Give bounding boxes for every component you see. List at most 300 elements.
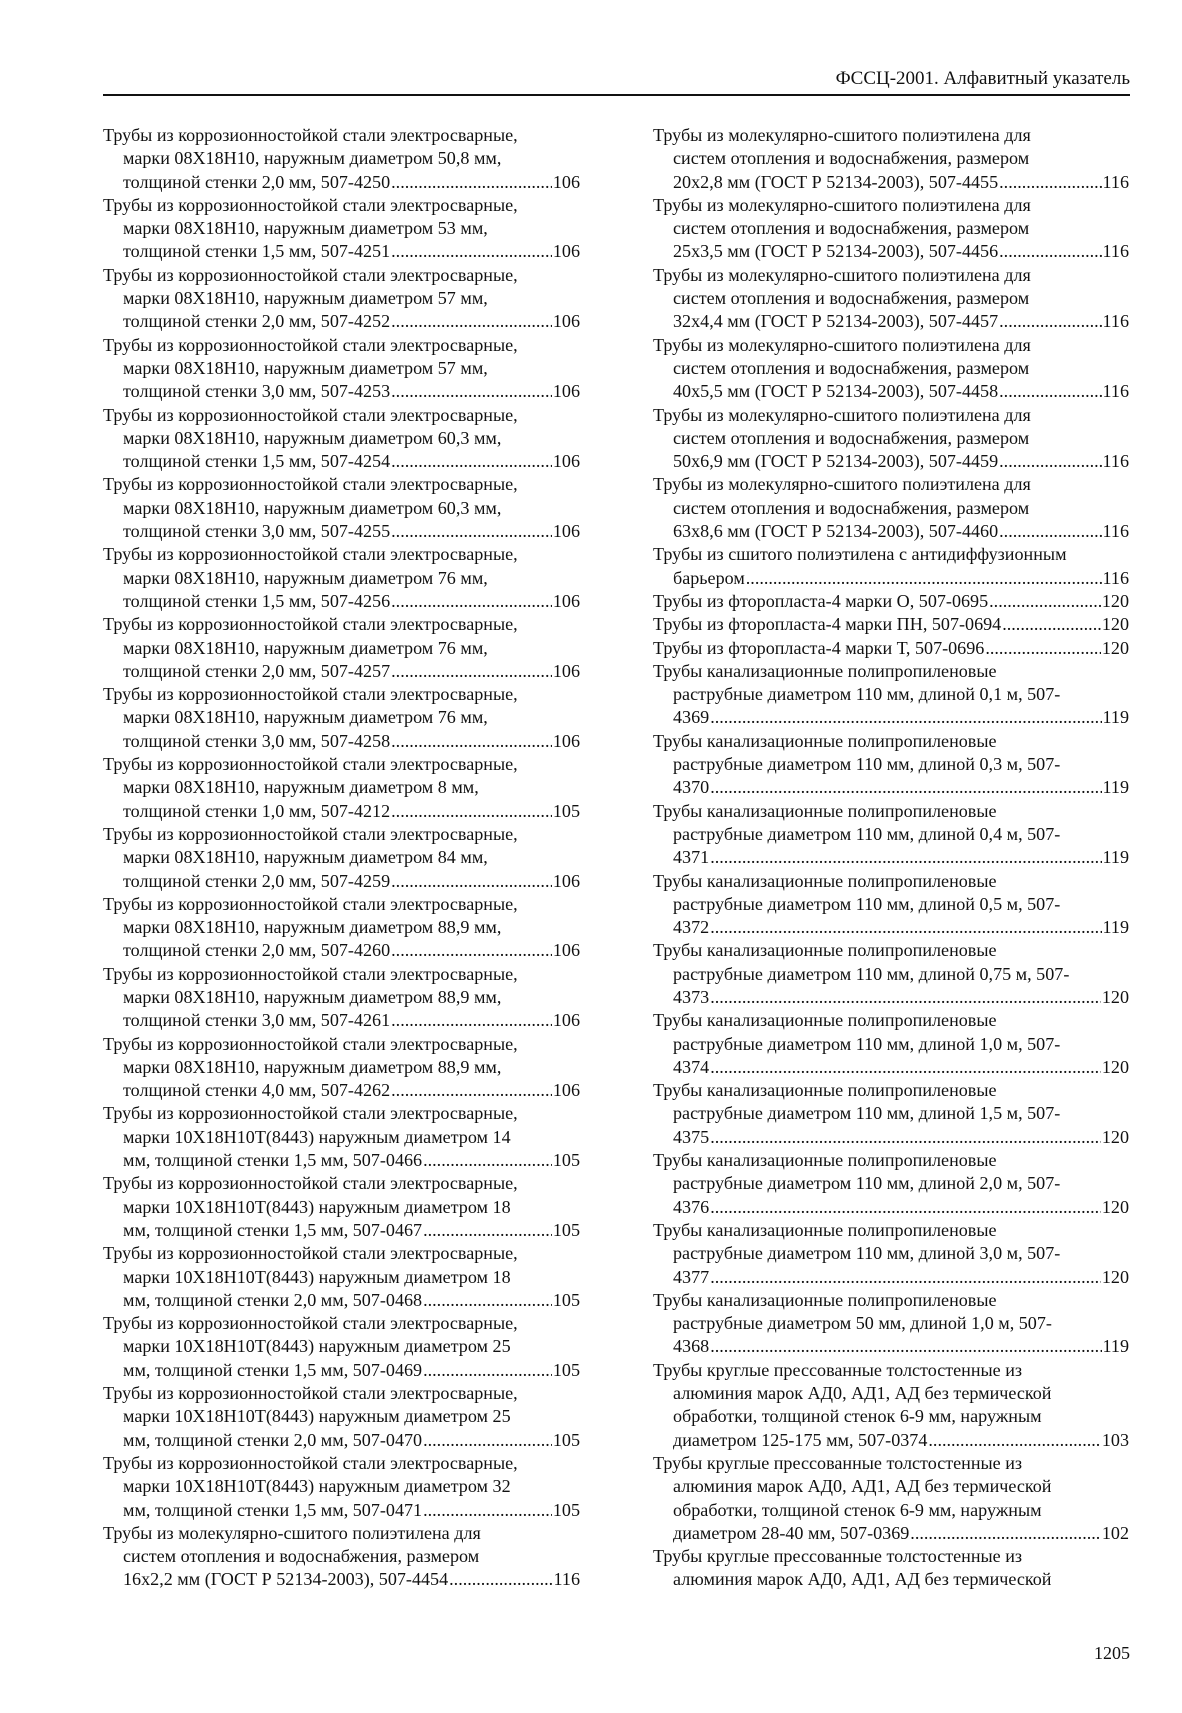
entry-line: раструбные диаметром 110 мм, длиной 0,3 м, 507- [673,754,1061,775]
entry-page-ref: 120 [1101,614,1129,635]
entry-line: систем отопления и водоснабжения, размером [673,357,1030,378]
index-entry [653,1452,1129,1545]
index-entry [103,543,580,613]
entry-page-ref: 116 [1102,567,1129,588]
index-entry [103,893,580,963]
dot-leader [710,1335,1101,1358]
entry-line: систем отопления и водоснабжения, размером [673,288,1030,309]
entry-line: марки 08Х18Н10, наружным диаметром 53 мм, [123,218,488,239]
entry-line: Трубы из коррозионностойкой стали электросварные, [103,684,518,705]
index-entry [653,404,1129,474]
entry-text: мм, толщиной стенки 1,5 мм, 507-0469 [123,1359,423,1380]
entry-text: толщиной стенки 2,0 мм, 507-4252 [123,311,391,332]
dot-leader [746,567,1102,590]
index-entry [103,264,580,334]
index-entry [103,124,580,194]
entry-text: толщиной стенки 3,0 мм, 507-4258 [123,730,391,751]
entry-line: марки 08Х18Н10, наружным диаметром 84 мм, [123,847,488,868]
entry-line: Трубы канализационные полипропиленовые [653,1150,997,1171]
index-entry [103,1312,580,1382]
entry-text: 4374 [673,1056,710,1077]
entry-line: марки 10Х18Н10Т(8443) наружным диаметром 18 [123,1266,511,1287]
dot-leader [391,1079,552,1102]
entry-page-ref: 116 [1102,451,1129,472]
entry-line: Трубы из коррозионностойкой стали электросварные, [103,1103,518,1124]
entry-line: Трубы канализационные полипропиленовые [653,1010,997,1031]
entry-last-line [103,870,580,893]
entry-text: толщиной стенки 1,5 мм, 507-4256 [123,590,391,611]
dot-leader [391,450,552,473]
entry-text: мм, толщиной стенки 1,5 мм, 507-0467 [123,1219,423,1240]
entry-last-line [653,380,1129,403]
entry-line: марки 08Х18Н10, наружным диаметром 8 мм, [123,777,479,798]
entry-last-line [103,1359,580,1382]
index-entry [653,613,1129,636]
dot-leader [391,870,552,893]
entry-page-ref: 120 [1101,1266,1129,1287]
entry-text: толщиной стенки 3,0 мм, 507-4255 [123,521,391,542]
page-header [103,60,1130,96]
entry-last-line [653,916,1129,939]
dot-leader [710,916,1101,939]
entry-line: систем отопления и водоснабжения, размером [673,148,1030,169]
entry-text: 25х3,5 мм (ГОСТ Р 52134-2003), 507-4456 [673,241,999,262]
entry-page-ref: 120 [1101,1196,1129,1217]
dot-leader [391,380,552,403]
index-entry [653,730,1129,800]
index-entry [103,473,580,543]
dot-leader [710,1266,1101,1289]
entry-line: Трубы канализационные полипропиленовые [653,660,997,681]
entry-line: раструбные диаметром 110 мм, длиной 1,5 м, 507- [673,1103,1061,1124]
entry-line: марки 10Х18Н10Т(8443) наружным диаметром 25 [123,1336,511,1357]
dot-leader [391,730,552,753]
entry-line: Трубы из коррозионностойкой стали электросварные, [103,194,518,215]
entry-text: мм, толщиной стенки 2,0 мм, 507-0470 [123,1429,423,1450]
entry-last-line [103,1568,580,1591]
entry-line: марки 08Х18Н10, наружным диаметром 60,3 мм, [123,427,502,448]
entry-text: 4373 [673,986,710,1007]
entry-line: Трубы из молекулярно-сшитого полиэтилена для [103,1522,481,1543]
index-entry [653,1009,1129,1079]
entry-line: марки 08Х18Н10, наружным диаметром 88,9 мм, [123,917,502,938]
entry-line: Трубы из коррозионностойкой стали электросварные, [103,1033,518,1054]
entry-line: алюминия марок АД0, АД1, АД без термической [673,1383,1052,1404]
index-entry [653,1359,1129,1452]
entry-line: марки 08Х18Н10, наружным диаметром 57 мм, [123,357,488,378]
entry-page-ref: 105 [552,1499,580,1520]
entry-line: Трубы из молекулярно-сшитого полиэтилена для [653,404,1031,425]
index-entry [653,870,1129,940]
entry-line: Трубы из коррозионностойкой стали электросварные, [103,544,518,565]
entry-page-ref: 106 [552,940,580,961]
entry-line: раструбные диаметром 110 мм, длиной 2,0 м, 507- [673,1173,1061,1194]
index-entry [103,1452,580,1522]
entry-line: марки 08Х18Н10, наружным диаметром 50,8 мм, [123,148,502,169]
entry-page-ref: 106 [552,451,580,472]
entry-text: Трубы из фторопласта-4 марки ПН, 507-0694 [653,614,1002,635]
dot-leader [391,1009,552,1032]
dot-leader [999,520,1101,543]
entry-line: систем отопления и водоснабжения, размером [673,427,1030,448]
entry-line: марки 08Х18Н10, наружным диаметром 88,9 мм, [123,986,502,1007]
index-entry [653,1149,1129,1219]
entry-last-line [653,1429,1129,1452]
dot-leader [989,590,1101,613]
entry-text: мм, толщиной стенки 1,5 мм, 507-0466 [123,1150,423,1171]
entry-page-ref: 120 [1101,1056,1129,1077]
dot-leader [449,1568,552,1591]
entry-page-ref: 116 [1102,171,1129,192]
entry-last-line [653,1126,1129,1149]
index-entry [103,1522,580,1592]
entry-last-line [103,730,580,753]
dot-leader [1002,613,1101,636]
entry-line: алюминия марок АД0, АД1, АД без термической [673,1569,1052,1590]
entry-last-line [103,939,580,962]
entry-page-ref: 116 [1102,311,1129,332]
entry-line: Трубы из сшитого полиэтилена с антидиффузионным [653,544,1067,565]
entry-last-line [103,1009,580,1032]
entry-page-ref: 106 [552,521,580,542]
entry-page-ref: 103 [1101,1429,1129,1450]
entry-line: Трубы из коррозионностойкой стали электросварные, [103,823,518,844]
index-entry [653,543,1129,590]
entry-page-ref: 116 [1102,381,1129,402]
entry-text: толщиной стенки 4,0 мм, 507-4262 [123,1080,391,1101]
entry-last-line [653,986,1129,1009]
dot-leader [710,1196,1101,1219]
index-entry [653,637,1129,660]
entry-text: 4368 [673,1336,710,1357]
index-entry [653,124,1129,194]
entry-last-line [653,846,1129,869]
index-entry [103,683,580,753]
index-entry [103,613,580,683]
entry-page-ref: 105 [552,1219,580,1240]
entry-page-ref: 120 [1101,986,1129,1007]
index-entry [653,473,1129,543]
index-entry [653,1079,1129,1149]
entry-text: 20х2,8 мм (ГОСТ Р 52134-2003), 507-4455 [673,171,999,192]
entry-text: 4377 [673,1266,710,1287]
entry-page-ref: 106 [552,241,580,262]
entry-text: толщиной стенки 3,0 мм, 507-4253 [123,381,391,402]
entry-line: марки 08Х18Н10, наружным диаметром 76 мм, [123,637,488,658]
entry-page-ref: 116 [553,1569,580,1590]
entry-last-line [103,1429,580,1452]
entry-page-ref: 106 [552,1080,580,1101]
entry-line: марки 10Х18Н10Т(8443) наружным диаметром 32 [123,1476,511,1497]
entry-last-line [103,240,580,263]
entry-page-ref: 105 [552,1289,580,1310]
entry-last-line [103,800,580,823]
entry-text: 4371 [673,847,710,868]
entry-text: диаметром 125-175 мм, 507-0374 [673,1429,928,1450]
dot-leader [391,939,552,962]
entry-line: марки 08Х18Н10, наружным диаметром 60,3 мм, [123,497,502,518]
entry-line: систем отопления и водоснабжения, размером [673,218,1030,239]
index-entry [103,1382,580,1452]
page-number: 1205 [1094,1643,1130,1663]
entry-page-ref: 116 [1102,521,1129,542]
entry-page-ref: 119 [1102,847,1129,868]
entry-last-line [653,310,1129,333]
entry-page-ref: 105 [552,1150,580,1171]
entry-line: Трубы из коррозионностойкой стали электросварные, [103,474,518,495]
dot-leader [391,171,552,194]
entry-line: Трубы канализационные полипропиленовые [653,800,997,821]
index-entry [103,753,580,823]
entry-page-ref: 102 [1101,1522,1129,1543]
entry-line: Трубы из коррозионностойкой стали электросварные, [103,754,518,775]
entry-text: толщиной стенки 3,0 мм, 507-4261 [123,1010,391,1031]
index-entry [653,660,1129,730]
entry-text: 63х8,6 мм (ГОСТ Р 52134-2003), 507-4460 [673,521,999,542]
entry-page-ref: 120 [1101,1126,1129,1147]
entry-last-line [103,1079,580,1102]
dot-leader [423,1359,552,1382]
index-entry [103,334,580,404]
index-entry [653,800,1129,870]
entry-page-ref: 120 [1101,637,1129,658]
entry-line: Трубы канализационные полипропиленовые [653,870,997,891]
entry-text: диаметром 28-40 мм, 507-0369 [673,1522,910,1543]
entry-text: 40х5,5 мм (ГОСТ Р 52134-2003), 507-4458 [673,381,999,402]
index-entry [653,264,1129,334]
entry-line: раструбные диаметром 50 мм, длиной 1,0 м, 507- [673,1313,1052,1334]
entry-line: раструбные диаметром 110 мм, длиной 0,75 м, 507- [673,963,1070,984]
entry-page-ref: 106 [552,590,580,611]
entry-line: алюминия марок АД0, АД1, АД без термической [673,1476,1052,1497]
entry-line: Трубы канализационные полипропиленовые [653,1219,997,1240]
dot-leader [999,380,1101,403]
entry-text: мм, толщиной стенки 2,0 мм, 507-0468 [123,1289,423,1310]
entry-line: Трубы из молекулярно-сшитого полиэтилена для [653,474,1031,495]
entry-last-line [653,1522,1129,1545]
entry-last-line [103,1289,580,1312]
dot-leader [710,986,1101,1009]
entry-line: Трубы круглые прессованные толстостенные из [653,1452,1023,1473]
index-entry [103,1172,580,1242]
entry-last-line [103,660,580,683]
entry-line: Трубы из коррозионностойкой стали электросварные, [103,264,518,285]
dot-leader [999,171,1101,194]
dot-leader [910,1522,1101,1545]
entry-text: толщиной стенки 2,0 мм, 507-4250 [123,171,391,192]
entry-line: марки 10Х18Н10Т(8443) наружным диаметром 18 [123,1196,511,1217]
dot-leader [391,240,552,263]
index-entry [103,963,580,1033]
index-entry [103,1242,580,1312]
entry-text: 4375 [673,1126,710,1147]
entry-line: Трубы из коррозионностойкой стали электросварные, [103,1313,518,1334]
entry-text: барьером [673,567,745,588]
entry-line: Трубы из коррозионностойкой стали электросварные, [103,1452,518,1473]
entry-last-line [103,520,580,543]
entry-page-ref: 119 [1102,777,1129,798]
entry-last-line [653,520,1129,543]
entry-line: Трубы из коррозионностойкой стали электросварные, [103,334,518,355]
entry-last-line [653,450,1129,473]
entry-line: Трубы из коррозионностойкой стали электросварные, [103,404,518,425]
entry-text: толщиной стенки 2,0 мм, 507-4257 [123,660,391,681]
index-entry [653,1545,1129,1592]
entry-last-line [653,1335,1129,1358]
entry-line: Трубы из молекулярно-сшитого полиэтилена для [653,194,1031,215]
entry-page-ref: 106 [552,730,580,751]
entry-text: толщиной стенки 1,0 мм, 507-4212 [123,800,391,821]
entry-text: Трубы из фторопласта-4 марки Т, 507-0696 [653,637,985,658]
entry-last-line [653,613,1129,636]
index-column-right [653,124,1129,1592]
index-entry [653,939,1129,1009]
entry-line: Трубы канализационные полипропиленовые [653,1080,997,1101]
entry-line: систем отопления и водоснабжения, размером [673,497,1030,518]
dot-leader [710,1056,1101,1079]
entry-line: Трубы из коррозионностойкой стали электросварные, [103,614,518,635]
dot-leader [391,520,552,543]
index-entry [103,404,580,474]
entry-page-ref: 106 [552,870,580,891]
entry-line: раструбные диаметром 110 мм, длиной 0,4 м, 507- [673,823,1061,844]
entry-text: 4372 [673,917,710,938]
entry-text: толщиной стенки 1,5 мм, 507-4251 [123,241,391,262]
entry-text: 16х2,2 мм (ГОСТ Р 52134-2003), 507-4454 [123,1569,449,1590]
entry-line: Трубы канализационные полипропиленовые [653,730,997,751]
entry-last-line [653,590,1129,613]
entry-last-line [103,310,580,333]
dot-leader [710,776,1101,799]
entry-line: Трубы из молекулярно-сшитого полиэтилена для [653,125,1031,145]
entry-last-line [653,1056,1129,1079]
index-entry [653,1219,1129,1289]
entry-text: мм, толщиной стенки 1,5 мм, 507-0471 [123,1499,423,1520]
entry-text: 50х6,9 мм (ГОСТ Р 52134-2003), 507-4459 [673,451,999,472]
entry-page-ref: 106 [552,660,580,681]
index-column-left [103,124,580,1592]
entry-last-line [103,380,580,403]
entry-line: Трубы из коррозионностойкой стали электросварные, [103,893,518,914]
entry-page-ref: 119 [1102,707,1129,728]
entry-line: Трубы из молекулярно-сшитого полиэтилена для [653,334,1031,355]
entry-last-line [103,1499,580,1522]
index-entry [653,334,1129,404]
entry-line: раструбные диаметром 110 мм, длиной 3,0 м, 507- [673,1243,1061,1264]
entry-text: Трубы из фторопласта-4 марки О, 507-0695 [653,590,989,611]
dot-leader [423,1219,552,1242]
entry-line: Трубы из коррозионностойкой стали электросварные, [103,963,518,984]
entry-last-line [653,1196,1129,1219]
entry-line: Трубы канализационные полипропиленовые [653,1289,997,1310]
header-title: ФССЦ-2001. Алфавитный указатель [835,68,1130,89]
entry-line: обработки, толщиной стенок 6-9 мм, наружным [673,1499,1042,1520]
dot-leader [423,1499,552,1522]
index-entry [653,194,1129,264]
entry-line: марки 08Х18Н10, наружным диаметром 57 мм, [123,288,488,309]
entry-line: систем отопления и водоснабжения, размером [123,1546,480,1567]
entry-last-line [653,776,1129,799]
entry-page-ref: 106 [552,311,580,332]
entry-text: 4370 [673,777,710,798]
entry-line: раструбные диаметром 110 мм, длиной 1,0 м, 507- [673,1033,1061,1054]
entry-line: Трубы круглые прессованные толстостенные из [653,1546,1023,1567]
entry-page-ref: 106 [552,1010,580,1031]
entry-line: марки 10Х18Н10Т(8443) наружным диаметром 25 [123,1406,511,1427]
index-entry [103,194,580,264]
entry-line: раструбные диаметром 110 мм, длиной 0,5 м, 507- [673,893,1061,914]
entry-page-ref: 106 [552,171,580,192]
dot-leader [391,310,552,333]
dot-leader [391,660,552,683]
index-entry [653,1289,1129,1359]
entry-line: Трубы из коррозионностойкой стали электросварные, [103,1173,518,1194]
entry-line: марки 08Х18Н10, наружным диаметром 76 мм, [123,707,488,728]
dot-leader [710,846,1101,869]
entry-last-line [653,240,1129,263]
entry-text: 32х4,4 мм (ГОСТ Р 52134-2003), 507-4457 [673,311,999,332]
entry-last-line [103,171,580,194]
index-entry [103,823,580,893]
entry-line: марки 10Х18Н10Т(8443) наружным диаметром 14 [123,1126,511,1147]
entry-text: 4369 [673,707,710,728]
index-entry [103,1033,580,1103]
dot-leader [423,1149,552,1172]
entry-last-line [103,450,580,473]
entry-page-ref: 119 [1102,917,1129,938]
entry-line: Трубы из молекулярно-сшитого полиэтилена для [653,264,1031,285]
entry-last-line [653,1266,1129,1289]
entry-line: Трубы канализационные полипропиленовые [653,940,997,961]
entry-last-line [653,171,1129,194]
entry-page-ref: 105 [552,1359,580,1380]
entry-page-ref: 105 [552,800,580,821]
entry-page-ref: 116 [1102,241,1129,262]
entry-line: Трубы из коррозионностойкой стали электросварные, [103,125,518,145]
dot-leader [999,310,1101,333]
entry-line: обработки, толщиной стенок 6-9 мм, наружным [673,1406,1042,1427]
entry-line: Трубы из коррозионностойкой стали электросварные, [103,1383,518,1404]
entry-last-line [653,637,1129,660]
dot-leader [999,450,1101,473]
entry-last-line [653,567,1129,590]
entry-line: марки 08Х18Н10, наружным диаметром 88,9 мм, [123,1056,502,1077]
index-entry [103,1102,580,1172]
dot-leader [999,240,1101,263]
dot-leader [423,1289,552,1312]
entry-last-line [103,1219,580,1242]
dot-leader [423,1429,552,1452]
entry-last-line [653,706,1129,729]
dot-leader [928,1429,1100,1452]
entry-line: марки 08Х18Н10, наружным диаметром 76 мм, [123,567,488,588]
dot-leader [391,800,552,823]
entry-last-line [103,1149,580,1172]
entry-line: Трубы круглые прессованные толстостенные из [653,1359,1023,1380]
dot-leader [710,706,1101,729]
entry-page-ref: 106 [552,381,580,402]
entry-text: толщиной стенки 2,0 мм, 507-4260 [123,940,391,961]
entry-page-ref: 119 [1102,1336,1129,1357]
dot-leader [985,637,1101,660]
index-entry [653,590,1129,613]
entry-text: 4376 [673,1196,710,1217]
entry-line: Трубы из коррозионностойкой стали электросварные, [103,1243,518,1264]
entry-text: толщиной стенки 1,5 мм, 507-4254 [123,451,391,472]
entry-page-ref: 120 [1101,590,1129,611]
entry-page-ref: 105 [552,1429,580,1450]
dot-leader [710,1126,1101,1149]
